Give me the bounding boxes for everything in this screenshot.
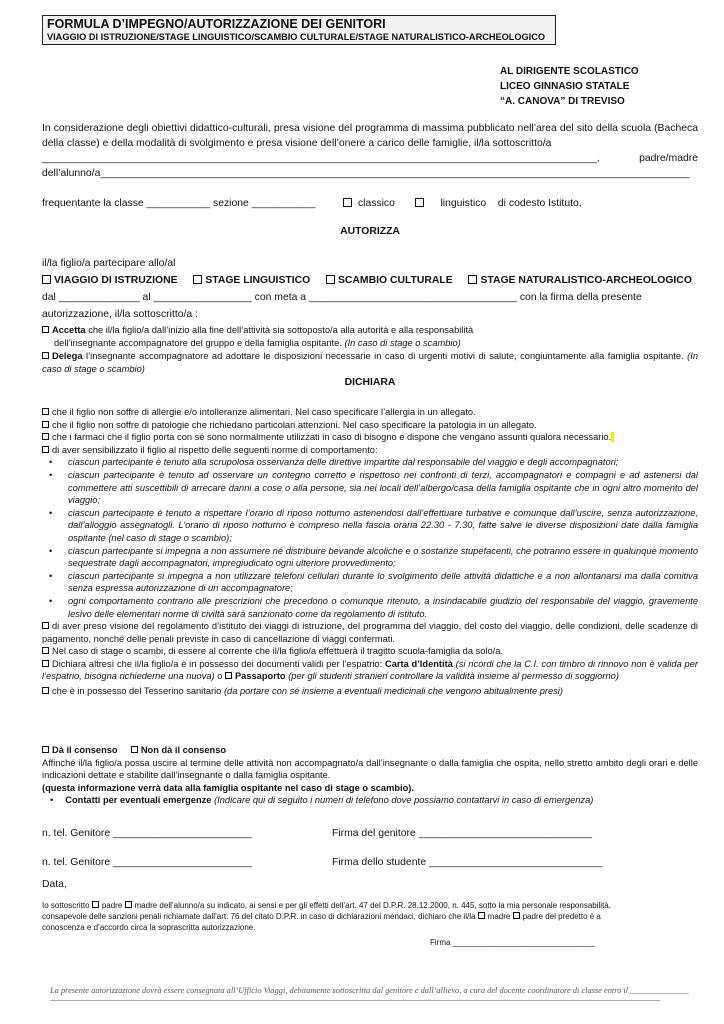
- regolamento-text: di aver preso visione del regolamento d’istituto dei viaggi di istruzione, del programma del viaggio, del costo del viaggio, delle condizioni, delle scadenze di pagamento, nonché delle penali previste in caso di cancellazione di viaggi confermati.: [42, 621, 698, 644]
- parent-name-field[interactable]: ________________________________________________________________________________________________,: [42, 153, 600, 164]
- documenti-text: Dichiara altresì che il/la figlio/a è in possesso dei documenti validi per l’espatrio:: [52, 658, 385, 669]
- checkbox-classico[interactable]: [343, 198, 352, 207]
- behavior-rules: [42, 456, 698, 620]
- consenso-block: Dà il consenso Non dà il consenso Affinché il/la figlio/a possa uscire al termine delle attività non accompagnato/a dall’insegnante o dalla famiglia che ospita, nello stretto ambito degli orari e delle indicazioni dettate e stabilite dall’insegnante o dalla famiglia ospitante. (questa informazione verrà data alla famiglia ospitante nel caso di stage o scambio). • Contatti per eventuali emergenze (Indicare qui di seguito i numeri di telefono dove possiamo contattarvi in caso di emergenza): [42, 745, 698, 806]
- title-box: [42, 15, 556, 45]
- consenso-text: Affinché il/la figlio/a possa uscire al termine delle attività non accompagnato/a dall’insegnante o dalla famiglia che ospita, nello stretto ambito degli orari e delle indicazioni dettate e stabilite dall’insegnante o dalla famiglia ospitante.: [42, 757, 698, 781]
- rule-item: • ciascun partecipante si impegna a non assumere né distribuire bevande alcoliche e o sostanze stupefacenti, che potranno essere in qualunque momento sequestrate dagli accompagnatori, impregiudicato ogni ulteriore provvedimento;: [42, 545, 698, 570]
- rule-item: • ciascun partecipante è tenuto a rispettare l’orario di riposo notturno astenendosi dall’effettuare turbative e comunque dall’uscire, senza autorizzazione, dall’alloggio assegnatogli. L’orario di riposo notturno è compreso nella fascia oraria 22.30 - 7.30, fatte salve le diverse disposizioni date dalla famiglia ospitante (nel caso di stage o scambio);: [42, 507, 698, 545]
- option-label: STAGE LINGUISTICO: [205, 275, 311, 286]
- dichiara-heading: DICHIARA: [344, 377, 396, 388]
- addressee-line: LICEO GINNASIO STATALE: [500, 81, 630, 92]
- accetta-block: [42, 324, 698, 349]
- dichiara-item: che i farmaci che il figlio porta con sé sono normalmente utilizzati in caso di bisogno e dispone che vengano assunti qualora necessario.: [52, 432, 612, 443]
- checkbox-patologie[interactable]: [42, 421, 49, 428]
- option-label: VIAGGIO DI ISTRUZIONE: [54, 275, 178, 286]
- tesserino-note: (da portare con sé insieme a eventuali medicinali che vengono abitualmente presi): [223, 686, 563, 697]
- da-consenso-label: Dà il consenso: [52, 745, 118, 755]
- checkbox-allergie[interactable]: [42, 408, 49, 415]
- declaration-madre: madre dell’alunno/a su indicato, ai sensi e per gli effetti dell’art. 47 del D.P.R. 28.12.2000, n. 445, sotto la mia personale responsabilità,: [134, 901, 611, 910]
- consenso-note: (questa informazione verrà data alla famiglia ospitante nel caso di stage o scambio).: [42, 782, 414, 793]
- autorizza-heading: AUTORIZZA: [340, 226, 400, 237]
- carta-identita-note: (si ricordi che la C.I. con timbro di rinnovo non è valida per l’espatrio, bisogna richiederne una nuova): [42, 658, 698, 682]
- delega-note: (In caso di stage o scambio): [42, 351, 698, 374]
- delega-block: [42, 350, 698, 375]
- checkbox-passaporto[interactable]: [225, 672, 232, 679]
- student-name-field[interactable]: dell’alunno/a______________________________________________________________________________________________________: [42, 168, 690, 179]
- intro-text: In considerazione degli obiettivi didattico-culturali, presa visione del programma di massima pubblicato nell’area del sito della scuola (Bacheca della classe) e della modalità di svolgimento e presa visione dell’onere a carico delle famiglie, il/la sottoscritto/a: [42, 123, 698, 149]
- tel-genitore-field-2[interactable]: n. tel. Genitore ________________________: [42, 857, 252, 868]
- contacts-note: (Indicare qui di seguito i numeri di telefono dove possiamo contattarvi in caso di emergenza): [214, 795, 594, 806]
- rule-item: • ciascun partecipante è tenuto ad osservare un contegno corretto e rispettoso nei confronti di terzi, accompagnatori e compagni e ad astenersi dal commettere atti suscettibili di arrecare danni a cose o alla persone, sia nei locali dell’albergo/casa della famiglia ospitante che in ogni altro momento del viaggio;: [42, 469, 698, 507]
- rule-item: • ciascun partecipante si impegna a non utilizzare telefoni cellulari durante lo svolgimento delle attività didattiche e a non allontanarsi ma dalla comitiva senza espressa autorizzazione di un accompagnatore;: [42, 570, 698, 595]
- addressee-block: [500, 64, 639, 109]
- checkbox-scambi[interactable]: [42, 647, 49, 654]
- option-label: SCAMBIO CULTURALE: [337, 275, 453, 286]
- accetta-note: (In caso di stage o scambio): [344, 337, 461, 348]
- checkbox-viaggio-istruzione[interactable]: [42, 275, 51, 284]
- accetta-label: Accetta: [52, 325, 86, 335]
- addressee-line: “A. CANOVA” DI TREVISO: [500, 96, 625, 107]
- linguistico-label: linguistico: [440, 198, 487, 209]
- declaration-padre2: padre del predetto è a: [522, 912, 601, 921]
- footer-note: La presente autorizzazione dovrà essere consegnata all’Ufficio Viaggi, debitamente sottoscritta dal genitore e dall’allievo, a cura del docente coordinatore di classe entro il ______________: [50, 986, 689, 995]
- accetta-text-2: dell’insegnante accompagnatore del gruppo e della famiglia ospitante.: [54, 337, 342, 348]
- class-line: [42, 196, 698, 211]
- checkbox-documenti[interactable]: [42, 660, 49, 667]
- autorizza-intro: il/la figlio/a partecipare allo/al: [42, 258, 176, 269]
- checkbox-decl-padre-2[interactable]: [513, 912, 520, 919]
- dichiara-list: [42, 406, 698, 698]
- doc-o: o: [214, 671, 225, 682]
- rule-item: • ogni comportamento contrario alle prescrizioni che precedono o comunque ritenuto, a insindacabile giudizio del responsabile del viaggio, gravemente lesivo delle elementari norme di civiltà sarà sanzionato come da regolamento di istituto.: [42, 595, 698, 620]
- checkbox-scambio-culturale[interactable]: [326, 275, 335, 284]
- contacts-label: Contatti per eventuali emergenze: [65, 795, 212, 806]
- passaporto-note: (per gli studenti stranieri controllare la validità insieme al permesso di soggiorno): [288, 671, 619, 682]
- declaration-madre2: madre: [487, 912, 511, 921]
- tesserino-text: che è in possesso del Tesserino sanitario: [52, 686, 222, 697]
- dichiara-item: di aver sensibilizzato il figlio al rispetto delle seguenti norme di comportamento:: [52, 444, 378, 455]
- trip-type-options: [42, 273, 698, 288]
- passaporto-label: Passaporto: [234, 671, 286, 682]
- non-da-consenso-label: Non dà il consenso: [140, 745, 227, 755]
- autorizza-line2: autorizzazione, il/la sottoscritto/a :: [42, 309, 198, 320]
- checkbox-norme[interactable]: [42, 446, 49, 453]
- dates-destination-line[interactable]: dal ______________ al _________________ con meta a ____________________________________ con la firma della presente: [42, 292, 642, 303]
- checkbox-stage-naturalistico[interactable]: [468, 275, 477, 284]
- checkbox-non-da-consenso[interactable]: [131, 746, 138, 753]
- addressee-line: AL DIRIGENTE SCOLASTICO: [500, 66, 639, 77]
- classico-label: classico: [357, 198, 395, 209]
- checkbox-accetta[interactable]: [42, 326, 49, 333]
- declaration-block: [42, 900, 698, 933]
- checkbox-decl-madre[interactable]: [125, 901, 132, 908]
- intro-parent-line: [42, 151, 698, 166]
- checkbox-decl-madre-2[interactable]: [478, 912, 485, 919]
- declaration-p1: Io sottoscritto: [42, 901, 90, 910]
- checkbox-tesserino[interactable]: [42, 687, 49, 694]
- footer-divider: [50, 1000, 660, 1001]
- declaration-line3: conoscenza e d’accordo circa la soprascritta autorizzazione.: [42, 923, 256, 932]
- accetta-text: che il/la figlio/a dall’inizio alla fine dell’attività sia sottoposto/a alla autorità e alla responsabilità: [88, 325, 474, 335]
- dichiara-item: che il figlio non soffre di patologie che richiedano particolari attenzioni. Nel caso specificare la patologia in un allegato.: [52, 419, 537, 430]
- declaration-padre: padre: [101, 901, 123, 910]
- firma-studente-field[interactable]: Firma dello studente ______________________________: [332, 857, 603, 868]
- checkbox-stage-linguistico[interactable]: [193, 275, 202, 284]
- class-suffix: di codesto Istituto,: [497, 198, 582, 209]
- declaration-firma-field[interactable]: Firma ________________________________: [430, 938, 596, 947]
- checkbox-farmaci[interactable]: [42, 433, 49, 440]
- dichiara-item: che il figlio non soffre di allergie e/o intolleranze alimentari. Nel caso specificare l’allergia in un allegato.: [52, 407, 476, 417]
- firma-genitore-field[interactable]: Firma del genitore ______________________________: [332, 828, 592, 839]
- class-section-field[interactable]: frequentante la classe ___________ sezione ___________: [42, 198, 316, 209]
- intro-paragraph: [42, 121, 698, 181]
- data-field[interactable]: Data,: [42, 879, 67, 890]
- form-title: FORMULA D’IMPEGNO/AUTORIZZAZIONE DEI GENITORI: [47, 17, 386, 31]
- checkbox-da-consenso[interactable]: [42, 746, 49, 753]
- rule-item: • ciascun partecipante è tenuto alla scrupolosa osservanza delle direttive impartite dal responsabile del viaggio e degli accompagnatori;: [42, 456, 698, 469]
- checkbox-regolamento[interactable]: [42, 622, 49, 629]
- form-subtitle: VIAGGIO DI ISTRUZIONE/STAGE LINGUISTICO/SCAMBIO CULTURALE/STAGE NATURALISTICO-ARCHEOLOGICO: [47, 32, 545, 42]
- tel-genitore-field-1[interactable]: n. tel. Genitore ________________________: [42, 828, 252, 839]
- parent-role-label: padre/madre: [639, 153, 698, 164]
- checkbox-linguistico[interactable]: [415, 198, 424, 207]
- carta-identita-label: Carta d’Identità: [384, 658, 453, 669]
- checkbox-delega[interactable]: [42, 352, 49, 359]
- checkbox-decl-padre[interactable]: [92, 901, 99, 908]
- option-label: STAGE NATURALISTICO-ARCHEOLOGICO: [480, 275, 692, 286]
- delega-text: l’insegnante accompagnatore ad adottare le disposizioni necessarie in caso di urgenti motivi di salute, congiuntamente alla famiglia ospitante.: [86, 351, 684, 361]
- declaration-line2: consapevole delle sanzioni penali richiamate dall’art. 76 del citato D.P.R. in caso di dichiarazioni mendaci, dichiaro che il/la: [42, 912, 476, 921]
- delega-label: Delega: [52, 351, 83, 361]
- scambi-text: Nel caso di stage o scambi, di essere al corrente che il/la figlio/a effettuerà il tragitto scuola-famiglia da solo/a.: [52, 646, 503, 657]
